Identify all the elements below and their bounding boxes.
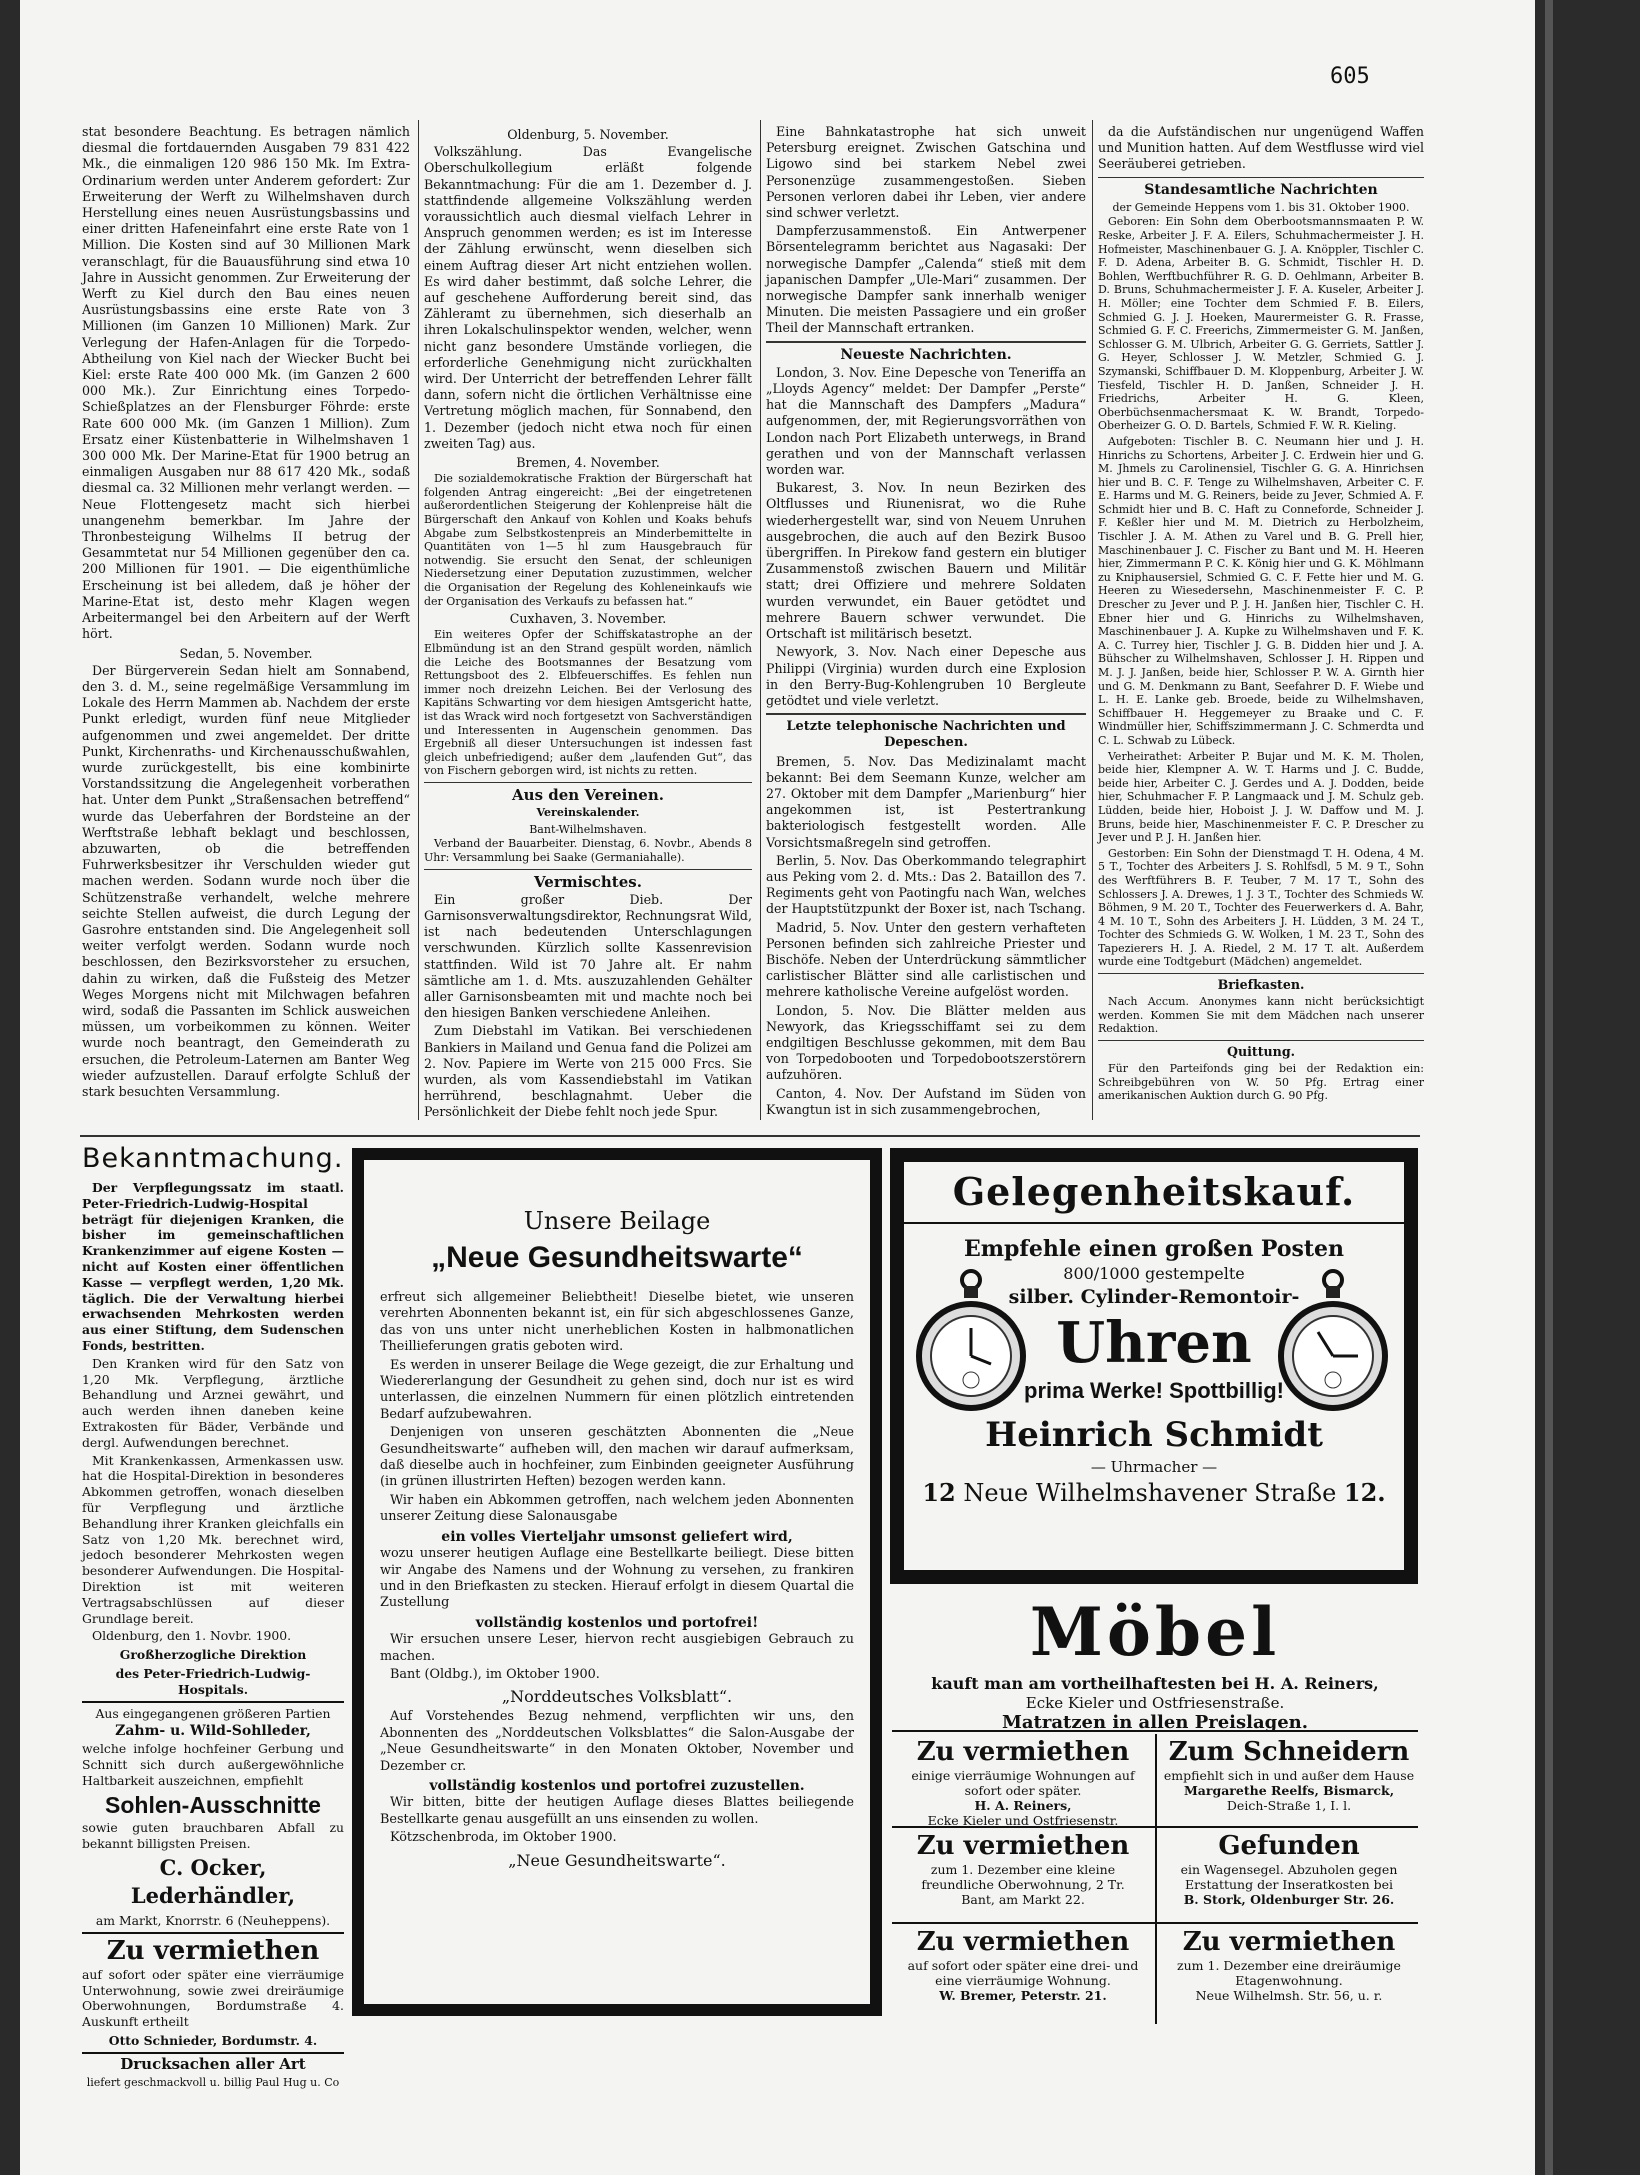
pocket-watch-right-icon [1278, 1268, 1388, 1418]
article-buergerverein: Der Bürgerverein Sedan hielt am Sonnabend, den 3. d. M., seine regelmäßige Versammlung im Lokale des Herrn Mammen ab. Nachdem der erste Punkt erledigt, wurden fünf neue Mitglieder aufgenommen und zwei angemeldet. Der dritte Punkt, Kirchenraths- und Kirchenausschußwahlen, wurde zurückgestellt, bis eine kombinirte Vorstandssitzung die Angelegenheit vorberathen hat. Unter dem Punkt „Straßensachen betreffend“ wurde das Ueberfahren der Bordsteine an der Werftstraße lebhaft beklagt und beschlossen, abzuwarten, ob die betreffenden Fuhrwerksbesitzer ihr Verschulden wieder gut machen werden. Sodann wurde noch über die Schützenstraße verhandelt, welche mehrere seichte Stellen aufweist, die durch Legung der Gasrohre entstanden sind. Die Angelegenheit soll weiter verfolgt werden. Sodann wurde noch beschlossen, den Bezirksvorsteher zu ersuchen, dahin zu wirken, daß die Fußsteig des Metzer Weges Morgens nicht mit Milchwagen befahren wird, sodaß die Passanten im Schlick ausweichen müssen, um vorbeikommen zu können. Weiter wurde noch beantragt, den Gemeinderath zu ersuchen, die Petroleum-Laternen am Banter Weg wieder aufzustellen. Darauf erfolgte Schluß der stark besuchten Versammlung. [82, 662, 410, 1099]
subheading-bant: Bant-Wilhelmshaven. [529, 822, 647, 836]
ad-beilage [380, 1176, 854, 1996]
ad-beilage-highlight3: vollständig kostenlos und portofrei zuzustellen. [429, 1777, 805, 1794]
dateline-sedan: Sedan, 5. November. [179, 645, 313, 661]
column-1 [82, 124, 410, 1132]
ad-bekanntmachung-sign1: Großherzogliche Direktion [119, 1647, 307, 1663]
ad-gefunden-title: Gefunden [1218, 1831, 1360, 1861]
ad-sohlen-addr: am Markt, Knorrstr. 6 (Neuheppens). [82, 1913, 344, 1934]
ad-v5-addr: Neue Wilhelmsh. Str. 56, u. r. [1195, 1988, 1383, 2003]
ad-schneidern-addr: Deich-Straße 1, I. l. [1226, 1798, 1352, 1813]
ad-beilage-p4: Wir haben ein Abkommen getroffen, nach welchem jeden Abonnenten unserer Zeitung diese Salonausgabe [380, 1492, 854, 1525]
article-quittung: Für den Parteifonds ging bei der Redaktion ein: Schreibgebühren von W. 50 Pfg. Ertrag einer amerikanischen Auktion durch G. 90 Pfg. [1098, 1062, 1424, 1103]
article-marine-etat: stat besondere Beachtung. Es betragen nämlich diesmal die fortdauernden Ausgaben 79 831 422 Mk., die einmaligen 120 986 150 Mk. Im Extra-Ordinarium werden unter Anderem gefordert: Zur Erweiterung der Werft zu Wilhelmshaven durch Herstellung eines neuen Ausrüstungsbassins und einer dritten Hafeneinfahrt eine erste Rate von 1 Million. Die Kosten sind auf 30 Millionen Mark veranschlagt, für die Bauausführung sind etwa 10 Jahre in Aussicht genommen. Zur Erweiterung der Werft zu Kiel durch den Bau eines neuen Ausrüstungsbassins eine erste Rate von 3 Millionen (im Ganzen 10 Millionen) Mark. Zur Verlegung der Hafen-Anlagen für die Torpedo-Abtheilung von Kiel nach der Wiecker Bucht bei Kiel: erste Rate 400 000 Mk. (im Ganzen 2 600 000 Mk.). Zur Einrichtung eines Torpedo-Schießplatzes an der Flensburger Föhrde: erste Rate 600 000 Mk. (im Ganzen 1 Million). Zum Ersatz einer Küstenbatterie in Wilhelmshaven 1 300 000 Mk. Der Marine-Etat für 1900 betrug an einmaligen Ausgaben nur 88 617 420 Mk., sodaß diesmal ca. 32 Millionen mehr verlangt werden. — Neue Flottengesetz macht sich hierbei unangenehm bemerkbar. Im Jahre der Thronbesteigung Wilhelms II betrug der Gesammtetat nur 54 Millionen gegenüber den ca. 200 Millionen für 1901. — Die eigenthümliche Erscheinung ist bei alledem, daß je höher der Marine-Etat ist, desto mehr Klagen wegen Arbeitermangel bei den Arbeitern auf der Werft hört. [82, 124, 410, 642]
ad-schneidern-title: Zum Schneidern [1168, 1737, 1410, 1767]
ad-v3-addr: Bant, am Markt 22. [961, 1892, 1085, 1907]
ad-v4-p1: auf sofort oder später eine drei- und eine vierräumige Wohnung. [907, 1958, 1139, 1988]
ad-vermiethen-2 [894, 1736, 1152, 1828]
ad-bekanntmachung-p1: Der Verpflegungssatz im staatl. Peter-Friedrich-Ludwig-Hospital beträgt für diejenigen Kranken, die bisher im gemeinschaftlichen Krankenzimmer auf eigene Kosten — nicht auf Kosten einer öffentlichen Kasse — verpflegt werden, 1,20 Mk. täglich. Die der Verwaltung hierbei erwachsenden Mehrkosten werden aus einer Stiftung, dem Sudenschen Fonds, bestritten. [82, 1180, 344, 1353]
heading-briefkasten: Briefkasten. [1098, 973, 1424, 993]
ad-v5-title: Zu vermiethen [1182, 1927, 1396, 1957]
ad-sohlen-name: C. Ocker, Lederhändler, [130, 1855, 296, 1909]
article-london-1: London, 3. Nov. Eine Depesche von Teneriffa an „Lloyds Agency“ meldet: Der Dampfer „Perste“ hat die Mannschaft des Dampfers „Madura“ aufgenommen, der, mit Regierungsvorräthen von London nach Port Elizabeth unterwegs, in Brand gerathen und von der Mannschaft verlassen worden war. [766, 364, 1086, 478]
article-london-2: London, 5. Nov. Die Blätter melden aus Newyork, das Kriegsschiffamt sei zu dem endgiltigen Beschlusse gekommen, mit dem Bau von Torpedobooten und Torpedobootszerstörern aufzuhören. [766, 1002, 1086, 1083]
article-dieb: Ein großer Dieb. Der Garnisonsverwaltungsdirektor, Rechnungsrat Wild, ist nach bedeutenden Unterschlagungen verschwunden. Kürzlich sollte Kassenrevision stattfinden. Wild ist 70 Jahre alt. Er nahm sämtliche am 1. d. Mts. auszuzahlenden Gehälter aller Garnisonsbeamten mit und machte noch bei den hiesigen Banken verschiedene Anleihen. [424, 891, 752, 1021]
ad-beilage-p7: Auf Vorstehendes Bezug nehmend, verpflichten wir uns, den Abonnenten des „Norddeutschen Volksblattes“ die Salon-Ausgabe der „Neue Gesundheitswarte“ in den Monaten Oktober, November und Dezember cr. [380, 1709, 854, 1774]
heading-standesamt: Standesamtliche Nachrichten [1098, 177, 1424, 198]
ad-vermiethen-5 [1160, 1926, 1418, 2018]
ad-beilage-p8: Wir bitten, bitte der heutigen Auflage dieses Blattes beiliegende Bestellkarte genau ausgefüllt an uns einsenden zu wollen. [380, 1795, 854, 1827]
article-bauarbeiter: Verband der Bauarbeiter. Dienstag, 6. Novbr., Abends 8 Uhr: Versammlung bei Saake (Germaniahalle). [424, 837, 752, 864]
ad-schneidern [1160, 1736, 1418, 1824]
ad-v2-title: Zu vermiethen [916, 1737, 1130, 1767]
ad-drucksachen-p1: liefert geschmackvoll u. billig Paul Hug u. Co [86, 2075, 340, 2089]
ad-beilage-p5: wozu unserer heutigen Auflage eine Bestellkarte beiliegt. Diese bitten wir Angabe des Namens und der Wohnung zu versehen, zu frankiren und in den Briefkasten zu stecken. Hierauf erfolgt in diesem Quartal die Zustellung [380, 1546, 854, 1611]
ad-vermiethen-4 [894, 1926, 1152, 2018]
ad-moebel-line3: Matratzen in allen Preislagen. [1001, 1712, 1309, 1733]
ad-schneidern-p1: empfiehlt sich in und außer dem Hause [1163, 1768, 1415, 1783]
ad-uhren-line4: prima Werke! Spottbillig! [1024, 1378, 1284, 1403]
heading-vereine: Aus den Vereinen. [424, 782, 752, 803]
ad-bekanntmachung-sign2: des Peter-Friedrich-Ludwig-Hospitals. [82, 1666, 344, 1703]
ad-bekanntmachung-p3: Mit Krankenkassen, Armenkassen usw. hat die Hospital-Direktion in besonderes Abkommen getroffen, wonach dieselben für Verpflegung und ärztliche Behandlung ihrer Kranken gleichfalls ein Satz von 1,20 Mk. berechnet wird, jedoch besonderer Mehrkosten wegen besonderer Aufwendungen. Die Hospital-Direktion ist mit weiteren Vertragsabschlüssen auf dieser Grundlage bereit. [82, 1452, 344, 1626]
heading-quittung: Quittung. [1098, 1040, 1424, 1060]
ad-moebel-title: Möbel [1029, 1593, 1281, 1671]
ad-grid-rule [1155, 1734, 1157, 2024]
ad-gefunden-name: B. Stork, Oldenburger Str. 26. [1183, 1892, 1395, 1907]
ad-moebel-line1: kauft man am vortheilhaftesten bei H. A. Reiners, [931, 1674, 1379, 1693]
article-aufstand: da die Aufständischen nur ungenügend Waffen und Munition hatten. Auf dem Westflusse wird viel Seeräuberei getrieben. [1098, 124, 1424, 172]
list-gestorben: Gestorben: Ein Sohn der Dienstmagd T. H. Odena, 4 M. 5 T., Tochter des Arbeiters J. S. Rohlfsdl, 5 M. 9 T., Sohn des Werftführers B. F. Teuber, 7 M. 17 T., Sohn des Schlossers J. A. Drewes, 1 J. 3 T., Tochter des Schmieds W. Böhmen, 9 M. 20 T., Tochter des Feuerwerkers d. A. Bahr, 4 M. 10 T., Sohn des Arbeiters J. H. Lüdden, 3 M. 24 T., Tochter des Schmieds G. W. Wolken, 1 M. 23 T., Sohn des Tapezierers H. J. A. Riedel, 2 M. 17 T. alt. Außerdem wurde eine Todtgeburt (Mädchen) angemeldet. [1098, 846, 1424, 969]
list-verheirathet: Verheirathet: Arbeiter P. Bujar und M. K. M. Tholen, beide hier, Klempner A. W. T. Harms und J. C. Budde, beide hier, Arbeiter C. J. Gerdes und A. J. Dodden, beide hier, Schuhmacher F. P. Langmaack und J. M. Schulz geb. Lüdden, beide hier, Hoboist J. J. W. Daffow und M. J. Bruns, beide hier, Maschinenmeister F. C. P. Drescher zu Jever und P. J. H. Janßen hier. [1098, 749, 1424, 845]
article-bremen: Bremen, 5. Nov. Das Medizinalamt macht bekannt: Bei dem Seemann Kunze, welcher am 27. Oktober mit dem Dampfer „Marienburg“ hier angekommen ist, ist Pestertrankung bakteriologisch festgestellt worden. Alle Vorsichtsmaßregeln sind getroffen. [766, 753, 1086, 850]
ad-schneidern-name: Margarethe Reelfs, Bismarck, [1183, 1783, 1395, 1798]
ad-vermiethen1-name: Otto Schnieder, Bordumstr. 4. [82, 2033, 344, 2054]
ad-sohlen-p1: welche infolge hochfeiner Gerbung und Schnitt sich durch außergewöhnliche Haltbarkeit auszeichnen, empfiehlt [82, 1741, 344, 1788]
ad-moebel-line2: Ecke Kieler und Ostfriesenstraße. [1025, 1694, 1285, 1712]
column-rule [760, 120, 761, 1120]
subheading-vereinskalender: Vereinskalender. [536, 806, 640, 820]
ad-v4-title: Zu vermiethen [916, 1927, 1130, 1957]
ad-uhren-num2: 12. [1343, 1478, 1386, 1507]
ad-uhren-name: Heinrich Schmidt [985, 1415, 1323, 1455]
list-geboren: Geboren: Ein Sohn dem Oberbootsmannsmaaten P. W. Reske, Arbeiter J. F. A. Eilers, Schuhmachermeister J. H. Hofmeister, Maschinenbauer G. J. A. Knöppler, Tischler C. F. D. Adena, Arbeiter B. G. Schmidt, Tischler H. D. Bohlen, Werftbuchführer R. G. D. Oehlmann, Arbeiter B. D. Bruns, Schuhmachermeister J. F. A. Kuseler, Arbeiter J. H. Möller; eine Tochter dem Schmied F. B. Eilers, Schmied G. J. J. Hoeken, Maurermeister G. R. Frasse, Schmied G. F. C. Freerichs, Zimmermeister G. M. Janßen, Schlosser G. M. Ulbrich, Arbeiter G. G. Gerriets, Sattler J. G. Heyer, Schlosser J. W. Metzler, Schmied G. J. Szymanski, Schiffbauer D. M. Kloppenburg, Arbeiter J. W. Tiesfeld, Tischler H. D. Janßen, Schneider J. H. Friedrichs, Arbeiter H. G. Kleen, Oberbüchsenmachersmaat K. W. Brandt, Torpedo-Oberheizer G. O. D. Bartels, Schmied F. W. R. Kieling. [1098, 215, 1424, 433]
ad-v3-p1: zum 1. Dezember eine kleine freundliche Oberwohnung, 2 Tr. [921, 1862, 1125, 1892]
left-page-edge [0, 0, 20, 2175]
column-2 [424, 124, 752, 1132]
ad-uhren-title: Gelegenheitskauf. [904, 1162, 1404, 1224]
ad-uhren-trade: — Uhrmacher — [1090, 1458, 1218, 1476]
ad-vermiethen1-p1: auf sofort oder später eine vierräumige Unterwohnung, sowie zwei dreiräumige Oberwohnungen, Bordumstraße 4. Auskunft ertheilt [82, 1966, 344, 2030]
ad-v2-name: H. A. Reiners, [974, 1798, 1072, 1813]
page-number: 605 [1330, 64, 1370, 89]
ad-beilage-p1: erfreut sich allgemeiner Beliebtheit! Dieselbe bietet, wie unseren verehrten Abonnenten bekannt ist, ein für sich abgeschlossenes Ganze, das von uns unter nicht unerheblichen Kosten in halbmonatlichen Theillieferungen gratis geboten wird. [380, 1290, 854, 1355]
ad-beilage-sign1: „Norddeutsches Volksblatt“. [501, 1687, 733, 1707]
article-bukarest: Bukarest, 3. Nov. In neun Bezirken des Oltflusses und Riunenisrat, wo die Ruhe wiederhergestellt war, sind von Neuem Unruhen ausgebrochen, die auch auf den Bezirk Busoo übergriffen. In Pirekow fand gestern ein blutiger Zusammenstoß zwischen Bauern und Militär statt; drei Offiziere und mehrere Soldaten wurden verwundet, ein Bauer getödtet und mehrere Bauern schwer verwundet. Die Ortschaft ist militärisch besetzt. [766, 480, 1086, 642]
article-volkszaehlung: Volkszählung. Das Evangelische Oberschulkollegium erläßt folgende Bekanntmachung: Für die am 1. Dezember d. J. stattfindende allgemeine Volkszählung werden voraussichtlich auch diesmal vielfach Lehrer in Anspruch genommen werden; es ist im Interesse der Zählung erwünscht, wenn dieselben sich einem Auftrag dieser Art nicht entziehen wollen. Es wird daher bestimmt, daß solche Lehrer, die auf geschehene Aufforderung bereit sind, das Zähleramt zu übernehmen, sich dieserhalb an ihren Lokalschulinspektor wenden, welcher, wenn nicht ganz besondere Umstände vorliegen, die erforderliche Genehmigung nicht zurückhalten wird. Der Unterricht der betreffenden Lehrer fällt dann, sofern nicht die örtlichen Verhältnisse eine Vertretung möglich machen, für Sonnabend, den 1. Dezember (jedoch nicht etwa noch für einen zweiten Tag) aus. [424, 144, 752, 451]
ad-grid-rule [892, 1922, 1418, 1924]
column-rule [418, 120, 419, 1120]
heading-neueste: Neueste Nachrichten. [766, 341, 1086, 363]
ad-beilage-sign2: „Neue Gesundheitswarte“. [508, 1850, 726, 1870]
dateline-cuxhaven: Cuxhaven, 3. November. [509, 611, 667, 627]
ad-bekanntmachung-p2: Den Kranken wird für den Satz von 1,20 Mk. Verpflegung, ärztliche Behandlung und Arznei gewährt, und auch werden ihnen daneben keine Extrakosten für Bäder, Verbände und dergl. Aufwendungen berechnet. [82, 1355, 344, 1450]
ad-uhren-line2: 800/1000 gestempelte [1063, 1264, 1245, 1283]
heading-vermischtes: Vermischtes. [424, 869, 752, 890]
ad-beilage-highlight2: vollständig kostenlos und portofrei! [475, 1614, 759, 1631]
ad-uhren-line3: silber. Cylinder-Remontoir- [1008, 1286, 1300, 1308]
ad-beilage-p6: Wir ersuchen unsere Leser, hiervon recht ausgiebigen Gebrauch zu machen. [380, 1632, 854, 1664]
ad-moebel [892, 1590, 1418, 1732]
article-canton: Canton, 4. Nov. Der Aufstand im Süden von Kwangtun ist in sich zusammengebrochen, [766, 1085, 1086, 1117]
article-newyork: Newyork, 3. Nov. Nach einer Depesche aus Philippi (Virginia) wurden durch eine Explosion in den Berry-Bug-Kohlengruben 10 Bergleute getödtet und viele verletzt. [766, 644, 1086, 708]
ad-sohlen-intro: Aus eingegangenen größeren Partien [95, 1705, 331, 1721]
ad-uhren-big: Uhren [1056, 1310, 1252, 1376]
ad-v5-p1: zum 1. Dezember eine dreiräumige Etagenwohnung. [1177, 1958, 1401, 1988]
ad-v4-name: W. Bremer, Peterstr. 21. [939, 1988, 1107, 2003]
article-vatikan: Zum Diebstahl im Vatikan. Bei verschiedenen Bankiers in Mailand und Genua fand die Polizei am 2. Nov. Papiere im Werte von 215 000 Frcs. Sie wurden, als vom Kassendiebstahl im Vatikan herrührend, beschlagnahmt. Ueber die Persönlichkeit der Diebe fehlt noch jede Spur. [424, 1023, 752, 1120]
article-opfer: Ein weiteres Opfer der Schiffskatastrophe an der Elbmündung ist an den Strand gespült worden, nämlich die Leiche des Bootsmannes der Besatzung vom Rettungsboot des 2. Elbfeuerschiffes. Es fehlen nun immer noch dreizehn Leichen. Bei der Verlosung des Kapitäns Schwarting vor dem hiesigen Amtsgericht hatte, ist das Wrack wird noch fortgesetzt von Sachverständigen und Interessenten in Augenschein genommen. Das Ergebniß all dieser Untersuchungen ist indessen fast gleich unbefriedigend; außer dem „laufenden Gut“, das von Fischern geborgen wird, ist nichts zu retten. [424, 628, 752, 778]
subheading-heppens: der Gemeinde Heppens vom 1. bis 31. Oktober 1900. [1112, 200, 1410, 214]
dateline-bremen: Bremen, 4. November. [516, 455, 660, 471]
ad-beilage-date1: Bant (Oldbg.), im Oktober 1900. [390, 1666, 600, 1682]
ad-bekanntmachung-date: Oldenburg, den 1. Novbr. 1900. [92, 1628, 292, 1644]
book-binding [1535, 0, 1640, 2175]
ad-vermiethen-3 [894, 1830, 1152, 1920]
ad-sohlen-line1: Zahm- u. Wild-Sohlleder, [115, 1723, 311, 1740]
heading-telephonisch: Letzte telephonische Nachrichten und Depeschen. [766, 713, 1086, 751]
ad-gefunden-p1: ein Wagensegel. Abzuholen gegen Erstattung der Inseratkosten bei [1180, 1862, 1398, 1892]
ad-beilage-highlight1: ein volles Vierteljahr umsonst geliefert wird, [441, 1528, 793, 1545]
ad-uhren-num1: 12 [922, 1478, 956, 1507]
column-rule [1092, 120, 1093, 1120]
column-4 [1098, 124, 1424, 1132]
ad-v2-addr: Ecke Kieler und Ostfriesenstr. [927, 1813, 1119, 1828]
ad-column-left [82, 1142, 344, 2089]
ad-beilage-p2: Es werden in unserer Beilage die Wege gezeigt, die zur Erhaltung und Wiedererlangung der Gesundheit zu gehen sind, doch nur ist es wird unterlassen, die einzelnen Nummern für einen plötzlich eintretenden Bedarf aufzubewahren. [380, 1357, 854, 1422]
ad-sohlen-title: Sohlen-Ausschnitte [105, 1792, 321, 1819]
ad-v3-title: Zu vermiethen [916, 1831, 1130, 1861]
article-bahnkatastrophe: Eine Bahnkatastrophe hat sich unweit Petersburg ereignet. Zwischen Gatschina und Ligowo sind bei starkem Nebel zwei Personenzüge zusammengestoßen. Sieben Personen verloren dabei ihr Leben, vier andere sind schwer verletzt. [766, 124, 1086, 221]
ad-beilage-title2: „Neue Gesundheitswarte“ [431, 1241, 803, 1274]
ad-uhren-line1: Empfehle einen großen Posten [963, 1236, 1345, 1262]
article-briefkasten: Nach Accum. Anonymes kann nicht berücksichtigt werden. Kommen Sie mit dem Mädchen nach unserer Redaktion. [1098, 995, 1424, 1036]
dateline-oldenburg: Oldenburg, 5. November. [507, 127, 669, 142]
ad-gefunden [1160, 1830, 1418, 1920]
ad-drucksachen-title: Drucksachen aller Art [120, 2054, 306, 2073]
article-berlin: Berlin, 5. Nov. Das Oberkommando telegraphirt aus Peking vom 2. d. Mts.: Das 2. Bataillon des 7. Regiments geht von Paotingfu nach Wan, welches der Hauptstützpunkt der Boxer ist, nach Tschang. [766, 852, 1086, 917]
article-fraktion: Die sozialdemokratische Fraktion der Bürgerschaft hat folgenden Antrag eingereicht: „Bei der eingetretenen außerordentlichen Steigerung der Kohlenpreise hält die Bürgerschaft den Ankauf von Kohlen und Koaks behufs Abgabe zum Selbstkostenpreis an Minderbemittelte in Quantitäten von 1—5 hl zum Hausgebrauch für notwendig. Sie ersucht den Senat, der schleunigen Niedersetzung einer Deputation zuzustimmen, welcher die Organisation der Regelung des Kohleneinkaufs wie der Organisation des Verkaufs zu befassen hat.“ [424, 472, 752, 608]
ad-vermiethen1-title: Zu vermiethen [106, 1935, 320, 1966]
ad-beilage-date2: Kötzschenbroda, im Oktober 1900. [390, 1830, 617, 1846]
ad-beilage-title1: Unsere Beilage [523, 1207, 711, 1235]
ad-v2-p1: einige vierräumige Wohnungen auf sofort oder später. [911, 1768, 1135, 1798]
ad-sohlen-p2: sowie guten brauchbaren Abfall zu bekannt billigsten Preisen. [82, 1820, 344, 1852]
article-dampferzusammenstoss: Dampferzusammenstoß. Ein Antwerpener Börsentelegramm berichtet aus Nagasaki: Der norwegische Dampfer „Calenda“ stieß mit dem japanischen Dampfer „Ule-Mari“ zusammen. Der norwegische Dampfer sank innerhalb weniger Minuten. Die meisten Passagiere und ein großer Theil der Mannschaft ertranken. [766, 223, 1086, 336]
ad-uhren-addr: Neue Wilhelmshavener Straße [963, 1479, 1337, 1507]
list-aufgeboten: Aufgeboten: Tischler B. C. Neumann hier und J. H. Hinrichs zu Schortens, Arbeiter J. C. Erdwein hier und G. M. Jhmels zu Carolinensiel, Tischler G. G. A. Hinrichsen hier und B. C. F. Tenge zu Wilhelmshaven, Arbeiter C. F. E. Harms und M. G. Reiners, beide zu Jever, Schmied A. F. Schmidt hier und B. C. Haft zu Conneforde, Schneider J. F. Keßler hier und M. M. Dietrich zu Herbolzheim, Tischler J. A. M. Athen zu Varel und B. G. Prell hier, Maschinenbauer J. C. Fischer zu Bant und M. H. Heeren hier, Zimmermann P. C. K. König hier und G. K. Möhlmann zu Kniphausersiel, Schmied G. C. F. Fette hier und M. G. Heeren zu Wiesedersehn, Maschinenmeister F. C. P. Drescher zu Jever und P. J. H. Janßen hier, Tischler C. H. Ebner hier und G. Hinrichs zu Wilhelmshaven, Maschinenbauer J. A. Kupke zu Wilhelmshaven und F. K. A. C. Turrey hier, Tischler J. G. B. Didden hier und J. A. Bühscher zu Wilhelmshaven, Schlosser J. H. Rippen und M. J. J. Janßen, beide hier, Schlosser P. W. A. Girnth hier und G. M. Denkmann zu Bant, Seefahrer D. F. Wiebe und L. H. E. Lanke geb. Broede, beide zu Wilhelmshaven, Schiffbauer H. Heggemeyer zu Braake und C. F. Windmüller hier, Schiffszimmermann J. C. Schmerdta und C. L. Schwab zu Lübeck. [1098, 434, 1424, 747]
ad-bekanntmachung-title: Bekanntmachung. [82, 1143, 344, 1174]
pocket-watch-left-icon [916, 1268, 1026, 1418]
section-rule [80, 1135, 1420, 1137]
ad-beilage-p3: Denjenigen von unseren geschätzten Abonnenten die „Neue Gesundheitswarte“ aufheben will, den machen wir darauf aufmerksam, daß dieselbe auch in hochfeiner, zum Einbinden geeigneter Ausführung (in grünen illustrirten Heften) bezogen werden kann. [380, 1425, 854, 1490]
article-madrid: Madrid, 5. Nov. Unter den gestern verhafteten Personen befinden sich zahlreiche Priester und Bischöfe. Neben der Unterdrückung sämmtlicher carlistischer Blätter sind alle carlistischen und mehrere katholische Vereine aufgelöst worden. [766, 919, 1086, 1000]
column-3 [766, 124, 1086, 1132]
